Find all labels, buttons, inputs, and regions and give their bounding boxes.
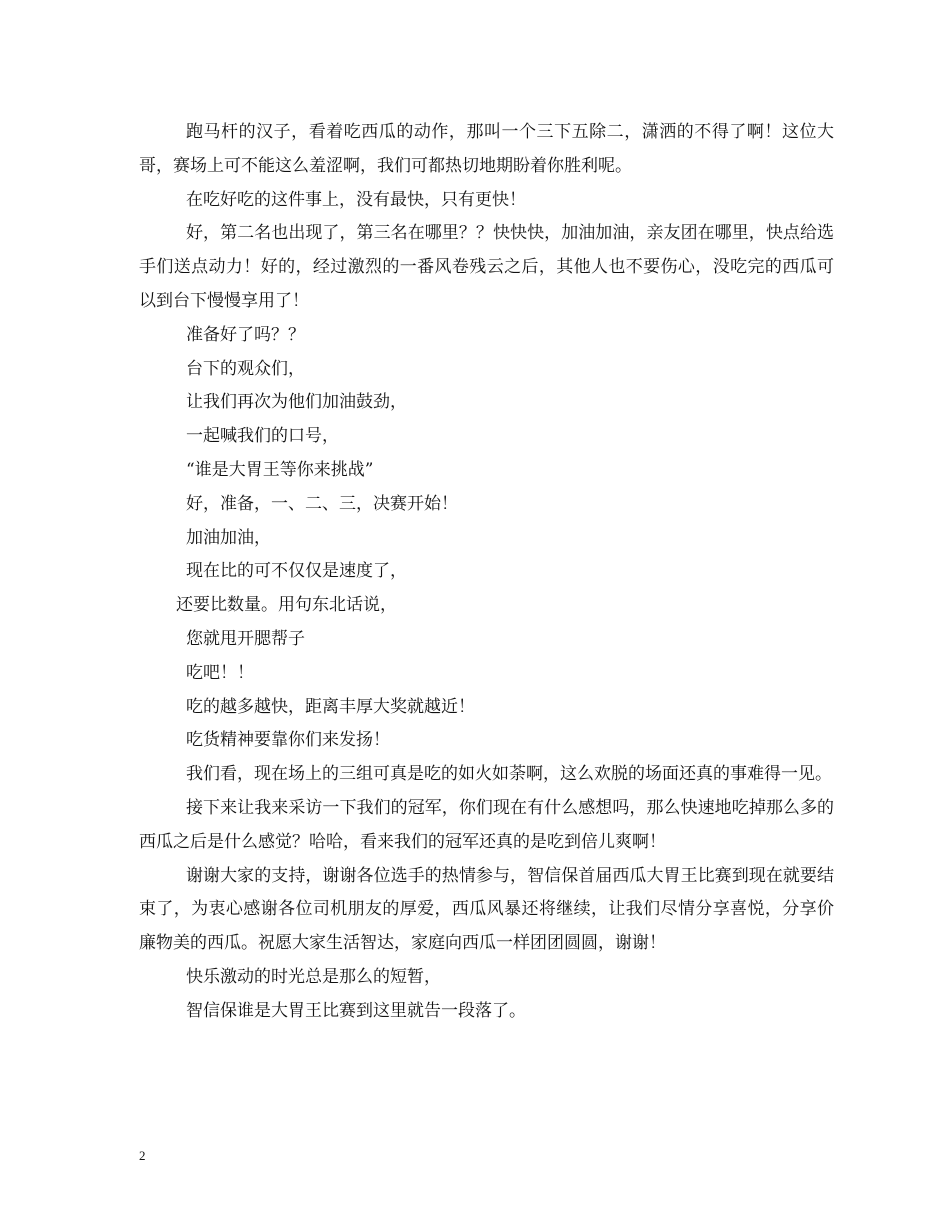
paragraph: 好，准备，一、二、三，决赛开始！ xyxy=(186,493,458,514)
paragraph: 您就甩开腮帮子 xyxy=(186,628,305,649)
paragraph: 吃吧！！ xyxy=(186,662,254,683)
paragraph: 快乐激动的时光总是那么的短暂， xyxy=(186,966,441,987)
paragraph: 现在比的可不仅仅是速度了， xyxy=(186,561,407,582)
paragraph: 接下来让我来采访一下我们的冠军，你们现在有什么感想吗，那么快速地吃掉那么多的西瓜之后是什么感觉？哈哈，看来我们的冠军还真的是吃到倍儿爽啊！ xyxy=(139,797,834,852)
paragraph: 我们看，现在场上的三组可真是吃的如火如荼啊，这么欢脱的场面还真的事难得一见。 xyxy=(186,764,832,785)
page-number: 2 xyxy=(139,1148,146,1163)
paragraph: 吃货精神要靠你们来发扬！ xyxy=(186,730,390,751)
paragraph: 智信保谁是大胃王比赛到这里就告一段落了。 xyxy=(186,1000,526,1021)
paragraph: 让我们再次为他们加油鼓劲， xyxy=(186,392,407,413)
paragraph: 准备好了吗？？ xyxy=(186,324,305,345)
paragraph: “谁是大胃王等你来挑战” xyxy=(186,459,374,480)
paragraph: 还要比数量。用句东北话说， xyxy=(176,595,397,616)
paragraph: 好，第二名也出现了，第三名在哪里？？快快快，加油加油，亲友团在哪里，快点给选手们送点动力！好的，经过激烈的一番风卷残云之后，其他人也不要伤心，没吃完的西瓜可以到台下慢慢享用了！ xyxy=(139,223,834,311)
paragraph: 吃的越多越快，距离丰厚大奖就越近！ xyxy=(186,696,475,717)
paragraph: 加油加油， xyxy=(186,527,271,548)
paragraph: 在吃好吃的这件事上，没有最快，只有更快！ xyxy=(186,189,526,210)
paragraph: 一起喊我们的口号， xyxy=(186,426,339,447)
paragraph: 台下的观众们， xyxy=(186,358,305,379)
paragraph: 跑马杆的汉子，看着吃西瓜的动作，那叫一个三下五除二，潇洒的不得了啊！这位大哥，赛场上可不能这么羞涩啊，我们可都热切地期盼着你胜利呢。 xyxy=(139,122,834,176)
document-body xyxy=(139,116,834,1029)
paragraph: 谢谢大家的支持，谢谢各位选手的热情参与，智信保首届西瓜大胃王比赛到现在就要结束了，为衷心感谢各位司机朋友的厚爱，西瓜风暴还将继续，让我们尽情分享喜悦，分享价廉物美的西瓜。祝愿大家生活智达，家庭向西瓜一样团团圆圆，谢谢！ xyxy=(139,865,834,954)
